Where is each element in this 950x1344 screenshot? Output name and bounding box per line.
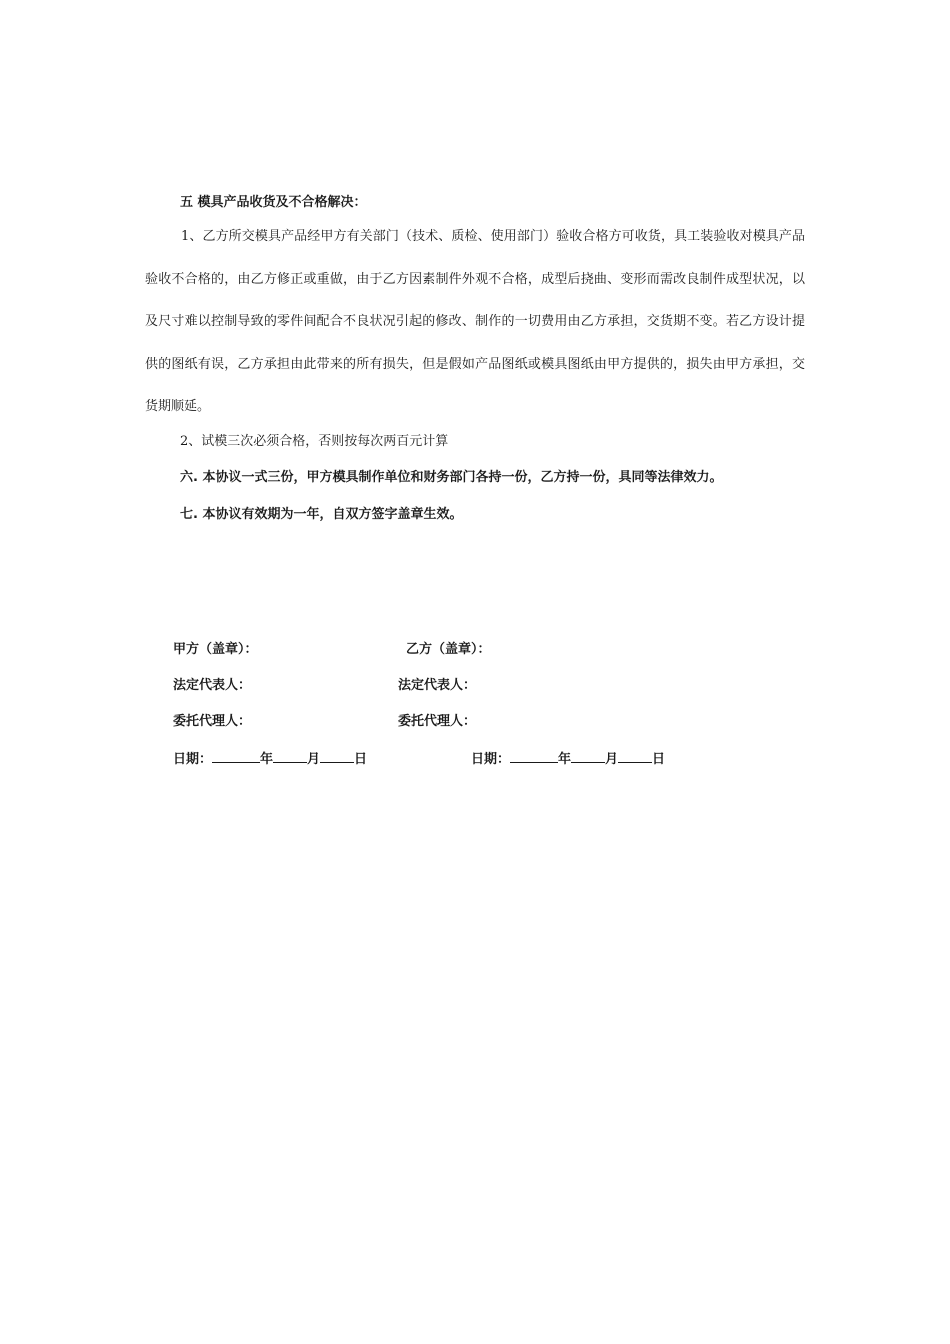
party-b-date-line [471, 750, 665, 768]
party-b-agent-label: 委托代理人： [398, 714, 477, 729]
party-b-month-blank [571, 750, 605, 763]
party-b-month-label: 月 [605, 752, 619, 767]
party-a-agent-label: 委托代理人： [173, 714, 252, 729]
party-a-month-blank [273, 750, 307, 763]
party-a-day-label: 日 [354, 752, 368, 767]
party-a-date-line [173, 750, 367, 768]
party-b-day-blank [618, 750, 652, 763]
section-5-item-2: 2、试模三次必须合格，否则按每次两百元计算 [180, 434, 449, 449]
party-b-day-label: 日 [652, 752, 666, 767]
party-b-date-label: 日期： [471, 752, 511, 767]
party-a-year-blank [212, 750, 260, 763]
party-a-day-blank [320, 750, 354, 763]
section-5-heading: 五 模具产品收货及不合格解决： [180, 195, 367, 210]
section-6-clause: 六. 本协议一式三份，甲方模具制作单位和财务部门各持一份，乙方持一份，具同等法律效力。 [180, 470, 723, 485]
section-7-clause: 七. 本协议有效期为一年，自双方签字盖章生效。 [180, 507, 463, 522]
section-5-item-1: 1、乙方所交模具产品经甲方有关部门（技术、质检、使用部门）验收合格方可收货，具工装验收对模具产品验收不合格的，由乙方修正或重做，由于乙方因素制件外观不合格，成型后挠曲、变形而需改良制件成型状况，以及尺寸难以控制导致的零件间配合不良状况引起的修改、制作的一切费用由乙方承担，交货期不变。若乙方设计提供的图纸有误，乙方承担由此带来的所有损失，但是假如产品图纸或模具图纸由甲方提供的，损失由甲方承担，交货期顺延。 [145, 229, 805, 414]
party-b-year-blank [510, 750, 558, 763]
party-b-seal-label: 乙方（盖章）： [406, 642, 491, 657]
party-a-date-label: 日期： [173, 752, 213, 767]
party-a-month-label: 月 [307, 752, 321, 767]
party-a-legal-rep-label: 法定代表人： [173, 678, 252, 693]
party-b-year-label: 年 [558, 752, 572, 767]
party-a-year-label: 年 [260, 752, 274, 767]
party-a-seal-label: 甲方（盖章）： [173, 642, 258, 657]
party-b-legal-rep-label: 法定代表人： [398, 678, 477, 693]
